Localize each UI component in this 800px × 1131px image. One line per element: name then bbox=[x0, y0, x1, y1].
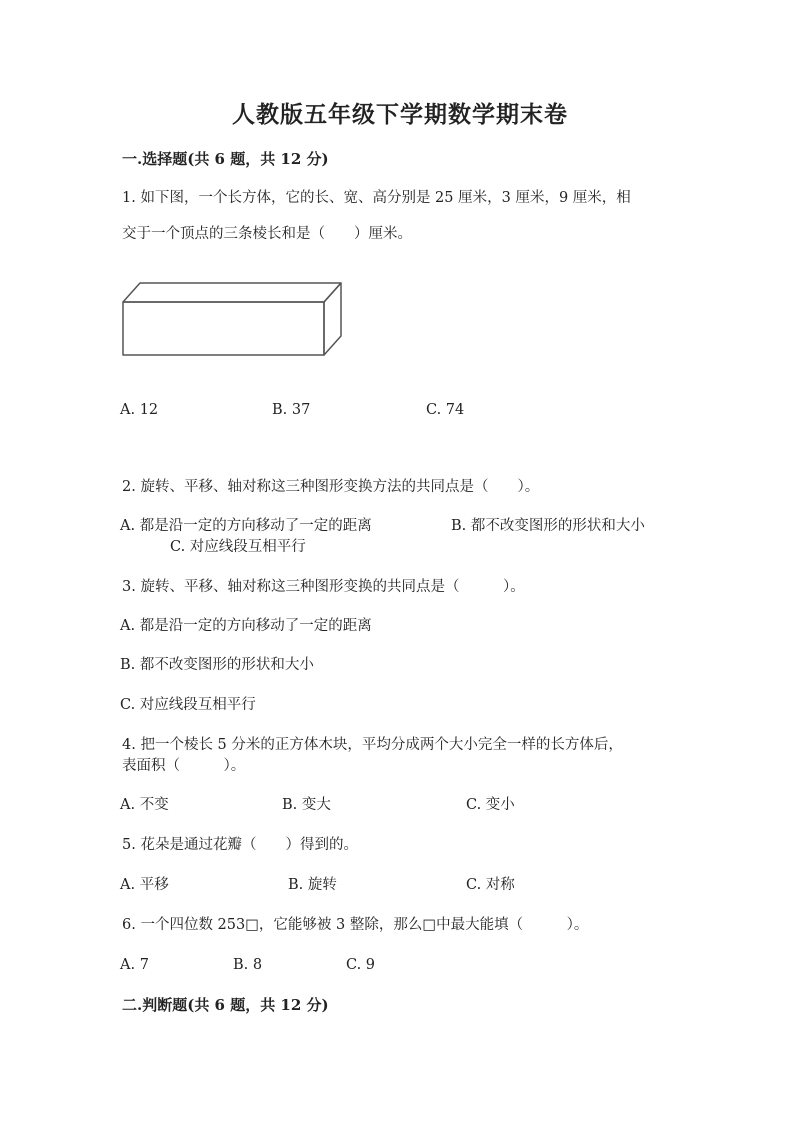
q2-option-a: A. 都是沿一定的方向移动了一定的距离 bbox=[120, 518, 372, 534]
q3-option-b: B. 都不改变图形的形状和大小 bbox=[120, 657, 314, 673]
question-4-line-1: 4. 把一个棱长 5 分米的正方体木块，平均分成两个大小完全一样的长方体后， bbox=[122, 737, 623, 753]
q5-option-c: C. 对称 bbox=[466, 877, 515, 893]
question-3: 3. 旋转、平移、轴对称这三种图形变换的共同点是（ ）。 bbox=[122, 579, 525, 595]
q3-option-a: A. 都是沿一定的方向移动了一定的距离 bbox=[120, 618, 372, 634]
q5-option-a: A. 平移 bbox=[120, 877, 169, 893]
question-1-line-1: 1. 如下图，一个长方体，它的长、宽、高分别是 25 厘米，3 厘米，9 厘米，相 bbox=[122, 190, 631, 206]
cuboid-front-face bbox=[123, 302, 324, 355]
cuboid-side-face bbox=[324, 283, 341, 355]
q2-option-b: B. 都不改变图形的形状和大小 bbox=[451, 518, 645, 534]
q2-option-c: C. 对应线段互相平行 bbox=[170, 539, 306, 555]
cuboid-top-face bbox=[123, 283, 341, 302]
q6-option-b: B. 8 bbox=[233, 957, 263, 973]
q4-option-c: C. 变小 bbox=[466, 797, 515, 813]
q6-option-c: C. 9 bbox=[346, 957, 376, 973]
q1-option-b: B. 37 bbox=[272, 402, 311, 418]
q6-option-a: A. 7 bbox=[120, 957, 149, 973]
question-2: 2. 旋转、平移、轴对称这三种图形变换方法的共同点是（ ）。 bbox=[122, 479, 540, 495]
page-title: 人教版五年级下学期数学期末卷 bbox=[232, 101, 568, 128]
question-6: 6. 一个四位数 253□，它能够被 3 整除，那么□中最大能填（ ）。 bbox=[122, 917, 589, 933]
cuboid-figure bbox=[118, 278, 348, 360]
q4-option-b: B. 变大 bbox=[282, 797, 331, 813]
q5-option-b: B. 旋转 bbox=[288, 877, 337, 893]
q1-option-c: C. 74 bbox=[426, 402, 465, 418]
q1-option-a: A. 12 bbox=[120, 402, 159, 418]
question-5: 5. 花朵是通过花瓣（ ）得到的。 bbox=[122, 837, 358, 853]
question-4-line-2: 表面积（ ）。 bbox=[122, 758, 246, 774]
section-heading-judgement: 二.判断题(共 6 题，共 12 分) bbox=[122, 996, 329, 1014]
q3-option-c: C. 对应线段互相平行 bbox=[120, 697, 256, 713]
question-1-line-2: 交于一个顶点的三条棱长和是（ ）厘米。 bbox=[122, 226, 412, 242]
q4-option-a: A. 不变 bbox=[120, 797, 169, 813]
section-heading-choice: 一.选择题(共 6 题，共 12 分) bbox=[122, 150, 329, 168]
